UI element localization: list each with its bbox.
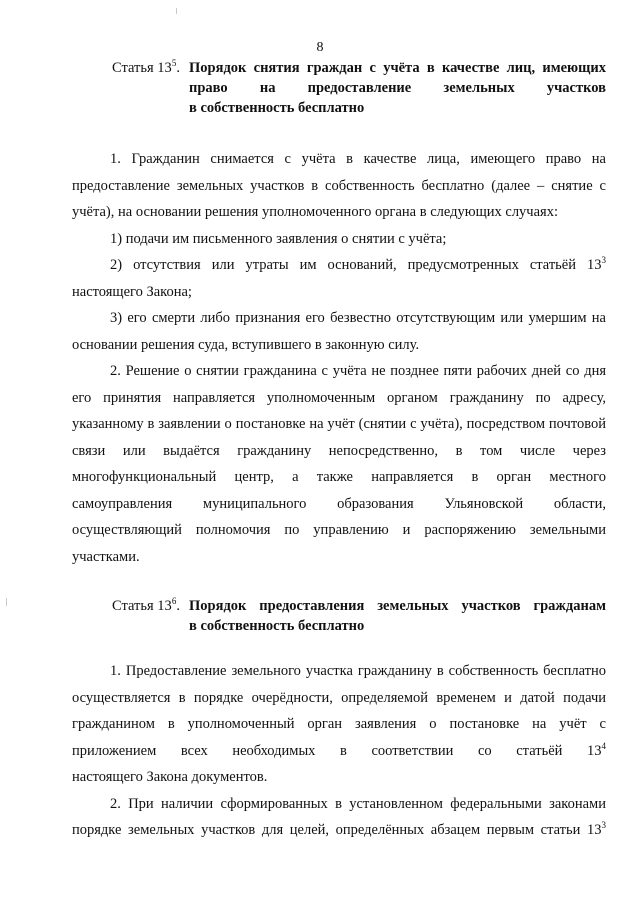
scan-mark xyxy=(176,8,177,14)
article-title-line: Порядок предоставления земельных участков гражданам xyxy=(189,598,606,614)
paragraph: настоящего Закона; xyxy=(72,283,192,300)
article-13-5-heading xyxy=(112,58,606,118)
paragraph: 1. Гражданин снимается с учёта в качестве лица, имеющего право на предоставление земельных участков в собственность бесплатно (далее – снятие с учёта), на основании решения уполномоченного органа в следующих случаях: xyxy=(72,151,606,220)
article-prefix: Статья $13^6$. xyxy=(112,596,180,614)
article-title-line: в собственность бесплатно xyxy=(189,100,365,116)
paragraph: 3) его смерти либо признания его безвестно отсутствующим или умершим на основании решения суда, вступившего в законную силу. xyxy=(72,310,606,353)
article-title-line: право на предоставление земельных участков xyxy=(189,80,606,96)
article-13-6-heading xyxy=(112,596,606,636)
page-number: 8 xyxy=(316,40,324,55)
paragraph: 1) подачи им письменного заявления о снятии с учёта; xyxy=(110,230,447,247)
paragraph: настоящего Закона документов. xyxy=(72,769,268,785)
article-13-6-body xyxy=(72,658,606,844)
article-title xyxy=(189,596,606,636)
article-title xyxy=(189,58,606,118)
paragraph: 1. Предоставление земельного участка гражданину в собственность бесплатно осуществляется в порядке очерёдности, определяемой временем и датой подачи гражданином в уполномоченный орган заявления о постановке на учёт с приложением всех необходимых в соответствии со статьёй $13^4$ xyxy=(72,663,606,759)
scan-mark xyxy=(6,598,7,606)
article-13-5-body xyxy=(72,146,606,570)
paragraph: 2. При наличии сформированных в установленном федеральными законами порядке земельных участков для целей, определённых абзацем первым статьи $13^3$ xyxy=(72,795,606,838)
article-title-line: Порядок снятия граждан с учёта в качестве лиц, имеющих xyxy=(189,60,606,76)
article-prefix: Статья $13^5$. xyxy=(112,58,180,76)
paragraph: 2. Решение о снятии гражданина с учёта не позднее пяти рабочих дней со дня его принятия направляется уполномоченным органом гражданину по адресу, указанному в заявлении о постановке на учёт (снятии с учёта), посредством почтовой связи или выдаётся гражданину непосредственно, в том числе через многофункциональный центр, а также направляется в орган местного самоуправления муниципального образования Ульяновской области, осуществляющий полномочия по управлению и распоряжению земельными участками. xyxy=(72,363,606,565)
paragraph: 2) отсутствия или утраты им оснований, предусмотренных статьёй $13^3$ xyxy=(110,255,606,273)
article-title-line: в собственность бесплатно xyxy=(189,618,365,634)
